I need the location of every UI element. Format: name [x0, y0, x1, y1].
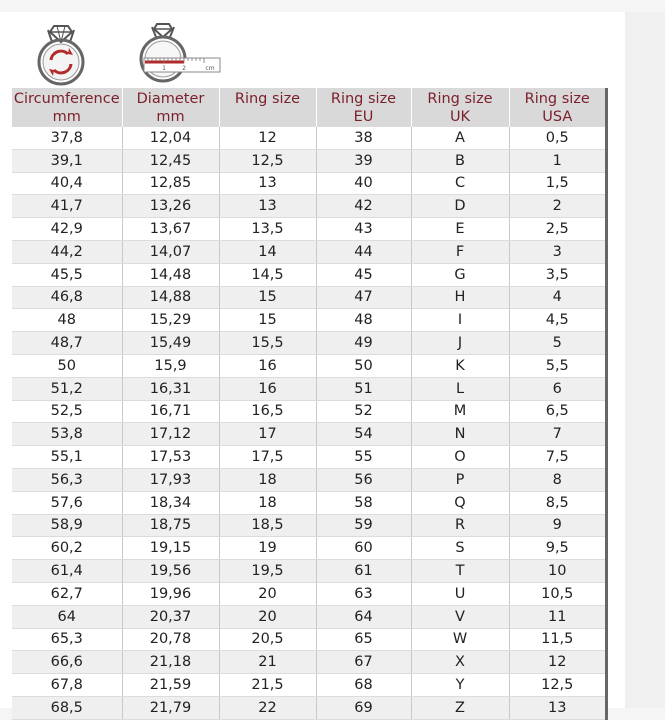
column-header-circumference-mm	[12, 88, 122, 127]
table-row	[12, 560, 605, 583]
cell-ring-size: 13,5	[219, 218, 316, 241]
table-row	[12, 377, 605, 400]
cell-ring-size-eu: 58	[316, 491, 411, 514]
table-row	[12, 446, 605, 469]
cell-ring-size: 12,5	[219, 149, 316, 172]
column-header-sublabel	[220, 108, 316, 126]
cell-ring-size-uk: B	[411, 149, 509, 172]
cell-ring-size: 20,5	[219, 628, 316, 651]
cell-ring-size-usa: 1	[509, 149, 605, 172]
cell-ring-size-eu: 40	[316, 172, 411, 195]
cell-ring-size: 21,5	[219, 674, 316, 697]
cell-ring-size: 14	[219, 240, 316, 263]
cell-diameter-mm: 12,85	[122, 172, 219, 195]
cell-ring-size: 20	[219, 582, 316, 605]
cell-circumference-mm: 46,8	[12, 286, 122, 309]
cell-ring-size-uk: T	[411, 560, 509, 583]
cell-ring-size-usa: 5,5	[509, 354, 605, 377]
cell-diameter-mm: 15,29	[122, 309, 219, 332]
table-row	[12, 491, 605, 514]
cell-ring-size-usa: 7	[509, 423, 605, 446]
column-header-label: Ring size	[427, 90, 493, 107]
cell-diameter-mm: 18,75	[122, 514, 219, 537]
cell-ring-size-usa: 12	[509, 651, 605, 674]
cell-diameter-mm: 21,18	[122, 651, 219, 674]
column-header-label: Circumference	[13, 90, 120, 107]
cell-ring-size-usa: 8	[509, 468, 605, 491]
cell-ring-size-eu: 56	[316, 468, 411, 491]
table-row	[12, 149, 605, 172]
cell-ring-size-usa: 4	[509, 286, 605, 309]
table-row	[12, 127, 605, 149]
cell-ring-size-eu: 60	[316, 537, 411, 560]
table-row	[12, 696, 605, 719]
cell-ring-size-usa: 6	[509, 377, 605, 400]
cell-ring-size-eu: 69	[316, 696, 411, 719]
cell-ring-size-usa: 11	[509, 605, 605, 628]
cell-ring-size-usa: 11,5	[509, 628, 605, 651]
cell-ring-size-eu: 47	[316, 286, 411, 309]
ring-ruler-icon	[138, 18, 222, 86]
table-row	[12, 332, 605, 355]
cell-ring-size: 21	[219, 651, 316, 674]
cell-ring-size-eu: 68	[316, 674, 411, 697]
cell-ring-size: 18	[219, 468, 316, 491]
cell-ring-size: 15	[219, 286, 316, 309]
cell-ring-size: 18,5	[219, 514, 316, 537]
table-row	[12, 423, 605, 446]
cell-ring-size-eu: 65	[316, 628, 411, 651]
cell-ring-size: 14,5	[219, 263, 316, 286]
table-row	[12, 240, 605, 263]
cell-diameter-mm: 14,07	[122, 240, 219, 263]
cell-diameter-mm: 19,56	[122, 560, 219, 583]
cell-circumference-mm: 45,5	[12, 263, 122, 286]
column-header-sublabel: USA	[542, 108, 573, 125]
cell-ring-size-eu: 45	[316, 263, 411, 286]
cell-diameter-mm: 21,59	[122, 674, 219, 697]
cell-ring-size-eu: 51	[316, 377, 411, 400]
table-row	[12, 218, 605, 241]
cell-diameter-mm: 19,96	[122, 582, 219, 605]
cell-circumference-mm: 61,4	[12, 560, 122, 583]
cell-circumference-mm: 51,2	[12, 377, 122, 400]
cell-ring-size-usa: 2	[509, 195, 605, 218]
table-header	[12, 88, 605, 127]
cell-ring-size: 19	[219, 537, 316, 560]
cell-ring-size: 15,5	[219, 332, 316, 355]
cell-diameter-mm: 14,88	[122, 286, 219, 309]
cell-circumference-mm: 68,5	[12, 696, 122, 719]
cell-circumference-mm: 64	[12, 605, 122, 628]
cell-ring-size-uk: S	[411, 537, 509, 560]
cell-ring-size-usa: 0,5	[509, 127, 605, 149]
cell-ring-size-uk: O	[411, 446, 509, 469]
cell-ring-size-eu: 49	[316, 332, 411, 355]
cell-ring-size-uk: J	[411, 332, 509, 355]
cell-ring-size-uk: G	[411, 263, 509, 286]
cell-ring-size-eu: 38	[316, 127, 411, 149]
cell-ring-size-eu: 39	[316, 149, 411, 172]
table-row	[12, 468, 605, 491]
cell-circumference-mm: 60,2	[12, 537, 122, 560]
table-row	[12, 286, 605, 309]
cell-ring-size-usa: 12,5	[509, 674, 605, 697]
cell-ring-size-uk: Y	[411, 674, 509, 697]
cell-ring-size-usa: 3,5	[509, 263, 605, 286]
cell-circumference-mm: 67,8	[12, 674, 122, 697]
cell-ring-size-usa: 6,5	[509, 400, 605, 423]
cell-ring-size-uk: P	[411, 468, 509, 491]
cell-ring-size-uk: C	[411, 172, 509, 195]
cell-diameter-mm: 15,49	[122, 332, 219, 355]
cell-ring-size-eu: 50	[316, 354, 411, 377]
cell-ring-size-usa: 10,5	[509, 582, 605, 605]
cell-circumference-mm: 58,9	[12, 514, 122, 537]
cell-diameter-mm: 16,31	[122, 377, 219, 400]
cell-circumference-mm: 39,1	[12, 149, 122, 172]
header-row	[12, 88, 605, 127]
cell-ring-size: 16	[219, 354, 316, 377]
cell-ring-size: 18	[219, 491, 316, 514]
cell-diameter-mm: 18,34	[122, 491, 219, 514]
table-row	[12, 628, 605, 651]
cell-ring-size-uk: K	[411, 354, 509, 377]
cell-ring-size: 13	[219, 195, 316, 218]
cell-circumference-mm: 41,7	[12, 195, 122, 218]
cell-diameter-mm: 14,48	[122, 263, 219, 286]
cell-circumference-mm: 52,5	[12, 400, 122, 423]
cell-ring-size-usa: 8,5	[509, 491, 605, 514]
cell-ring-size-uk: I	[411, 309, 509, 332]
cell-diameter-mm: 16,71	[122, 400, 219, 423]
cell-diameter-mm: 20,78	[122, 628, 219, 651]
cell-circumference-mm: 66,6	[12, 651, 122, 674]
cell-circumference-mm: 55,1	[12, 446, 122, 469]
cell-diameter-mm: 21,79	[122, 696, 219, 719]
cell-ring-size-eu: 55	[316, 446, 411, 469]
cell-ring-size-eu: 43	[316, 218, 411, 241]
cell-ring-size-usa: 1,5	[509, 172, 605, 195]
table-row	[12, 605, 605, 628]
cell-diameter-mm: 17,53	[122, 446, 219, 469]
cell-diameter-mm: 13,67	[122, 218, 219, 241]
column-header-sublabel: UK	[449, 108, 471, 125]
cell-ring-size-uk: H	[411, 286, 509, 309]
column-header-label: Ring size	[524, 90, 590, 107]
column-header-label: Ring size	[330, 90, 397, 107]
cell-ring-size-uk: D	[411, 195, 509, 218]
cell-circumference-mm: 48,7	[12, 332, 122, 355]
cell-ring-size: 17	[219, 423, 316, 446]
cell-diameter-mm: 19,15	[122, 537, 219, 560]
column-header-label: Diameter	[136, 90, 205, 107]
cell-circumference-mm: 62,7	[12, 582, 122, 605]
cell-ring-size: 20	[219, 605, 316, 628]
table-row	[12, 582, 605, 605]
cell-circumference-mm: 48	[12, 309, 122, 332]
cell-diameter-mm: 15,9	[122, 354, 219, 377]
rotate-ring-icon	[30, 20, 92, 86]
cell-diameter-mm: 17,12	[122, 423, 219, 446]
column-header-sublabel: mm	[52, 108, 81, 125]
ruler-unit: cm	[205, 65, 215, 72]
cell-circumference-mm: 42,9	[12, 218, 122, 241]
column-header-sublabel: mm	[156, 108, 185, 125]
cell-circumference-mm: 40,4	[12, 172, 122, 195]
table-row	[12, 195, 605, 218]
table-row	[12, 514, 605, 537]
cell-ring-size-eu: 63	[316, 582, 411, 605]
cell-ring-size-eu: 52	[316, 400, 411, 423]
cell-ring-size-uk: A	[411, 127, 509, 149]
cell-ring-size-usa: 5	[509, 332, 605, 355]
cell-diameter-mm: 13,26	[122, 195, 219, 218]
cell-ring-size-uk: Z	[411, 696, 509, 719]
cell-ring-size: 22	[219, 696, 316, 719]
cell-circumference-mm: 50	[12, 354, 122, 377]
cell-ring-size-usa: 10	[509, 560, 605, 583]
cell-diameter-mm: 12,45	[122, 149, 219, 172]
cell-ring-size: 16,5	[219, 400, 316, 423]
column-header-ring-size-uk	[411, 88, 509, 127]
cell-ring-size-eu: 48	[316, 309, 411, 332]
cell-ring-size-eu: 59	[316, 514, 411, 537]
cell-diameter-mm: 20,37	[122, 605, 219, 628]
cell-ring-size-uk: V	[411, 605, 509, 628]
column-header-ring-size	[219, 88, 316, 127]
cell-ring-size-eu: 61	[316, 560, 411, 583]
cell-ring-size: 12	[219, 127, 316, 149]
cell-ring-size-uk: Q	[411, 491, 509, 514]
table-row	[12, 354, 605, 377]
cell-ring-size-usa: 4,5	[509, 309, 605, 332]
cell-ring-size-uk: W	[411, 628, 509, 651]
cell-ring-size-usa: 3	[509, 240, 605, 263]
table-row	[12, 400, 605, 423]
column-header-diameter-mm	[122, 88, 219, 127]
cell-ring-size-uk: L	[411, 377, 509, 400]
cell-ring-size: 17,5	[219, 446, 316, 469]
cell-ring-size: 13	[219, 172, 316, 195]
cell-ring-size-usa: 13	[509, 696, 605, 719]
cell-diameter-mm: 17,93	[122, 468, 219, 491]
ring-size-table	[12, 88, 605, 720]
column-header-label: Ring size	[234, 90, 301, 107]
table-row	[12, 537, 605, 560]
cell-ring-size-eu: 64	[316, 605, 411, 628]
cell-ring-size-eu: 67	[316, 651, 411, 674]
cell-ring-size-usa: 9	[509, 514, 605, 537]
cell-circumference-mm: 57,6	[12, 491, 122, 514]
cell-ring-size: 16	[219, 377, 316, 400]
table-row	[12, 674, 605, 697]
cell-ring-size: 19,5	[219, 560, 316, 583]
cell-ring-size-uk: U	[411, 582, 509, 605]
cell-ring-size-usa: 2,5	[509, 218, 605, 241]
cell-ring-size-uk: F	[411, 240, 509, 263]
cell-ring-size-usa: 9,5	[509, 537, 605, 560]
cell-diameter-mm: 12,04	[122, 127, 219, 149]
table-row	[12, 172, 605, 195]
column-header-ring-size-eu	[316, 88, 411, 127]
cell-ring-size-eu: 42	[316, 195, 411, 218]
column-header-sublabel: EU	[353, 108, 374, 125]
cell-ring-size-uk: N	[411, 423, 509, 446]
cell-ring-size: 15	[219, 309, 316, 332]
side-margin	[625, 12, 665, 708]
table-row	[12, 263, 605, 286]
cell-circumference-mm: 44,2	[12, 240, 122, 263]
cell-ring-size-eu: 54	[316, 423, 411, 446]
cell-circumference-mm: 65,3	[12, 628, 122, 651]
table-row	[12, 651, 605, 674]
cell-ring-size-uk: X	[411, 651, 509, 674]
ruler-mark-2: 2	[182, 65, 186, 72]
cell-ring-size-uk: R	[411, 514, 509, 537]
cell-ring-size-uk: M	[411, 400, 509, 423]
table-row	[12, 309, 605, 332]
cell-ring-size-uk: E	[411, 218, 509, 241]
cell-ring-size-usa: 7,5	[509, 446, 605, 469]
ruler-mark-1: 1	[162, 65, 166, 72]
column-header-ring-size-usa	[509, 88, 605, 127]
table-body	[12, 127, 605, 719]
cell-circumference-mm: 53,8	[12, 423, 122, 446]
cell-circumference-mm: 37,8	[12, 127, 122, 149]
cell-circumference-mm: 56,3	[12, 468, 122, 491]
cell-ring-size-eu: 44	[316, 240, 411, 263]
